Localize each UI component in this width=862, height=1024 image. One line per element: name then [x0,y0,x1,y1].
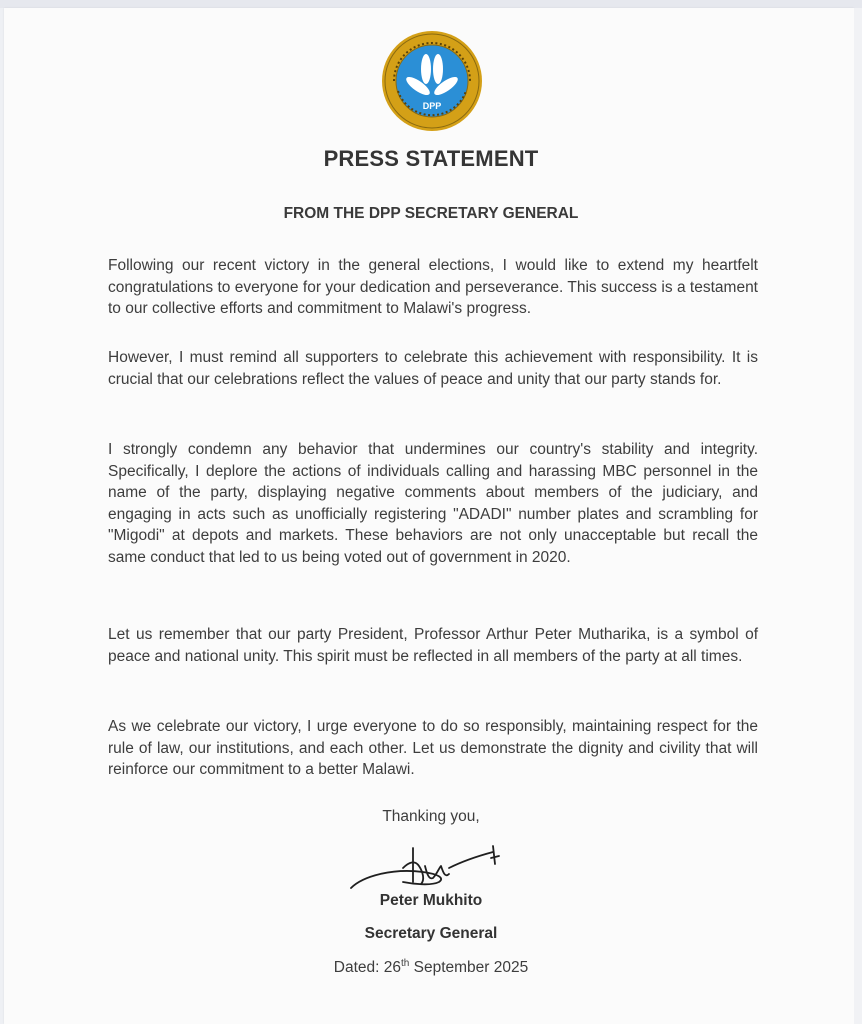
signer-name: Peter Mukhito [379,892,483,909]
date-line [0,958,862,977]
paragraph: I strongly condemn any behavior that undermines our country's stability and integrity. Specifically, I deplore the actions of individuals calling and harassing MBC personnel in the name of the party, displaying negative comments about members of the judiciary, and engaging in acts such as unofficially registering "ADADI" number plates and scrambling for "Migodi" at depots and markets. These behaviors are not only unacceptable but recall the same conduct that led to us being voted out of government in 2020. [108,441,758,566]
paragraph: As we celebrate our victory, I urge everyone to do so responsibly, maintaining respect for the rule of law, our institutions, and each other. Let us demonstrate the dignity and civility that will reinforce our commitment to a better Malawi. [108,718,758,779]
signer-title: Secretary General [364,925,498,942]
paragraph: Following our recent victory in the general elections, I would like to extend my heartfelt congratulations to everyone for your dedication and perseverance. This success is a testament to our collective efforts and commitment to Malawi's progress. [108,257,758,318]
top-bar [0,0,862,8]
date-ordinal: th [400,958,410,969]
page-title: PRESS STATEMENT [323,146,539,171]
date-prefix: Dated: 26 [333,959,401,976]
paragraph: However, I must remind all supporters to celebrate this achievement with responsibility. It is crucial that our celebrations reflect the values of peace and unity that our party stands for. [108,349,758,388]
date-rest: September 2025 [409,959,529,976]
paragraph: Let us remember that our party President, Professor Arthur Peter Mutharika, is a symbol of peace and national unity. This spirit must be reflected in all members of the party at all times. [108,626,758,665]
closing-line: Thanking you, [382,808,480,825]
dpp-logo-icon [380,29,484,133]
page-subtitle: FROM THE DPP SECRETARY GENERAL [283,205,579,222]
svg-text:DPP: DPP [422,101,442,111]
